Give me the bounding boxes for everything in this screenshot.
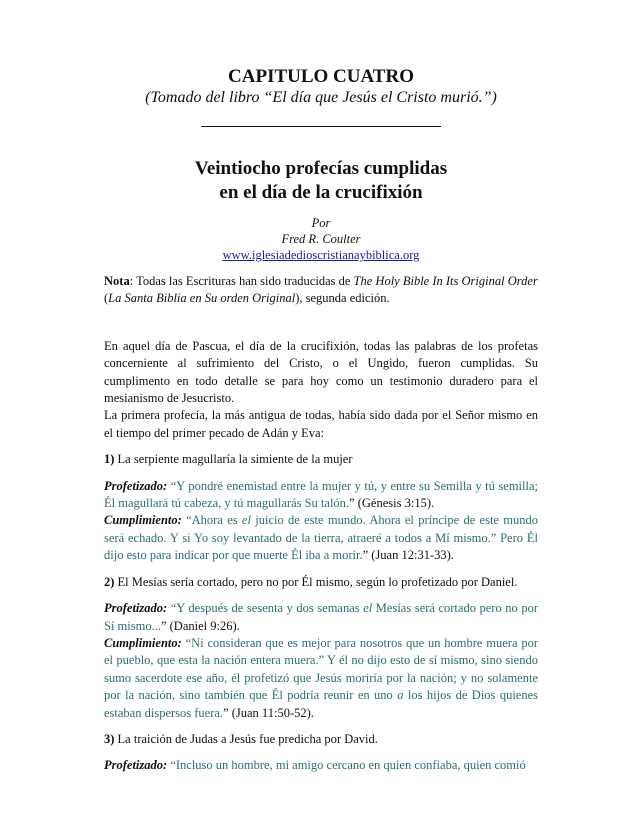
prophesied-label: Profetizado: <box>104 601 168 616</box>
intro-paragraph-2: La primera profecía, la más antigua de todas, había sido dada por el Señor mismo en el tiempo del primer pecado de Adán y Eva: <box>104 408 538 440</box>
scripture-reference: ” (Juan 11:50-52). <box>223 705 314 720</box>
prophecy-number: 1) <box>104 452 115 467</box>
prophecy-2-heading: 2) El Mesías sería cortado, pero no por Él mismo, según lo profetizado por Daniel. <box>104 574 518 589</box>
prophecy-1-heading: 1) La serpiente magullaría la simiente de la mujer <box>104 452 353 467</box>
prophecy-3-prophesied <box>104 757 538 774</box>
byline-por: Por <box>311 216 331 230</box>
fulfilled-label: Cumplimiento: <box>104 513 182 528</box>
note-label: Nota <box>104 274 130 288</box>
prophecy-3-heading: 3) La traición de Judas a Jesús fue predicha por David. <box>104 731 378 746</box>
prophecy-2-fulfilled: Cumplimiento: “Ni consideran que es mejor para nosotros que un hombre muera por el pueblo, que esta la nación entera muera.” Y él no dijo esto de sí mismo, sino siendo sumo sacerdote ese año, él profetizó que Jesús moriría por la nación; y no solamente por la nación, sino también que Él podría reunir en uno a los hijos de Dios quienes estaban dispersos fuera.” (Juan 11:50-52). <box>104 635 539 720</box>
intro-paragraph-1: En aquel día de Pascua, el día de la crucifixión, todas las palabras de los profetas concerniente al sufrimiento del Cristo, o el Ungido, fueron cumplidas. Su cumplimento en todo detalle se para hoy como un testimonio duradero para el mesianismo de Jesucristo. <box>104 338 538 406</box>
prophesied-label: Profetizado: <box>104 758 168 773</box>
article-heading-line-1: Veintiocho profecías cumplidas <box>194 158 448 179</box>
book-title-en: The Holy Bible In Its Original Order <box>353 274 538 288</box>
chapter-subtitle: (Tomado del libro “El día que Jesús el Cristo murió.”) <box>145 89 497 106</box>
prophecy-1-fulfilled: Cumplimiento: “Ahora es el juicio de este mundo. Ahora el príncipe de este mundo será echado. Y si Yo soy levantado de la tierra, atraeré a todos a Mí mismo.” Pero Él dijo esto para indicar por que muerte Él iba a morir.” (Juan 12:31-33). <box>104 513 539 563</box>
document-page <box>104 66 538 775</box>
article-heading-line-2: en el día de la crucifixión <box>219 182 423 203</box>
prophecy-number: 2) <box>104 574 115 589</box>
chapter-title: CAPITULO CUATRO <box>228 66 414 87</box>
fulfilled-label: Cumplimiento: <box>104 635 182 650</box>
prophecy-2-prophesied: Profetizado: “Y después de sesenta y dos semanas el Mesías será cortado pero no por Sí mismo...” (Daniel 9:26). <box>104 601 538 633</box>
prophecy-number: 3) <box>104 731 115 746</box>
scripture-quote: “Incluso un hombre, mi amigo cercano en quien confiaba, quien comió <box>170 758 526 773</box>
book-title-es: La Santa Biblia en Su orden Original <box>108 291 296 306</box>
scripture-quote: “Y pondré enemistad entre la mujer y tú, y entre su Semilla y tú semilla; Él magullará tú cabeza, y tú magullarás Su talón. <box>104 478 538 511</box>
author-name: Fred R. Coulter <box>281 232 361 246</box>
title-divider <box>201 126 441 127</box>
scripture-reference: ” (Juan 12:31-33). <box>362 548 454 563</box>
translation-note: Nota: Todas las Escrituras han sido traducidas de The Holy Bible In Its Original Order (La Santa Biblia en Su orden Original), segunda edición. <box>104 274 538 306</box>
scripture-reference: ” (Génesis 3:15). <box>349 496 435 511</box>
website-link[interactable]: www.iglesiadedioscristianaybiblica.org <box>222 248 420 262</box>
scripture-reference: ” (Daniel 9:26). <box>160 618 240 633</box>
prophesied-label: Profetizado: <box>104 478 168 493</box>
prophecy-1-prophesied <box>104 478 538 513</box>
